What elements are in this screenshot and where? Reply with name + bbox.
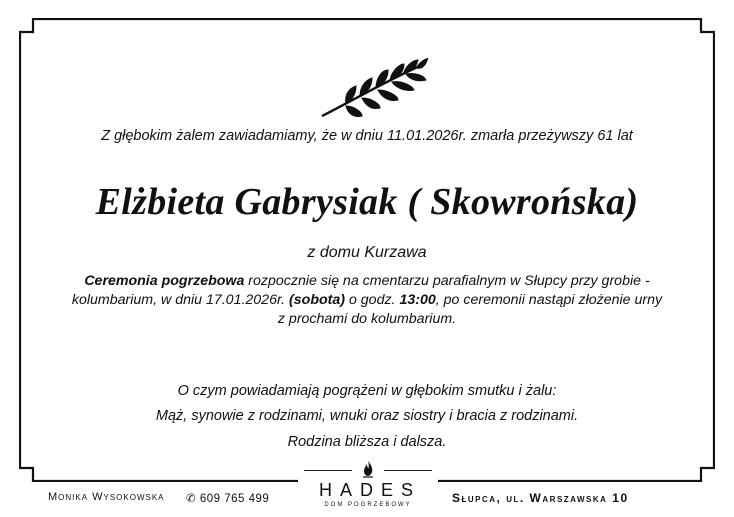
address: Słupca, ul. Warszawska 10 [452,491,629,505]
ceremony-text-3: , po ceremonii nastąpi złożenie urny z prochami do kolumbarium. [277,292,663,327]
closing-line-2: Mąż, synowie z rodzinami, wnuki oraz siostry i bracia z rodzinami. [155,408,579,424]
ceremony-text-1: rozpocznie się na cmentarzu parafialnym w Słupcy przy grobie - kolumbarium, w dniu 17.01.2026r. [71,273,650,308]
ceremony-text-2: o godz. [345,292,400,308]
logo-line-left [304,470,352,471]
contact-name: Monika Wysokowska [48,491,165,503]
ceremony-time: 13:00 [399,292,436,308]
logo-brand: HADES [318,480,421,500]
maiden-name: z domu Kurzawa [307,244,427,261]
contact-phone: ✆ 609 765 499 [186,493,270,505]
ceremony-paragraph [70,272,664,329]
leaf-branch-icon [320,58,430,120]
logo-line-right [384,470,432,471]
ceremony-lead: Ceremonia pogrzebowa [84,273,245,289]
hades-logo [298,460,438,516]
ceremony-day: (sobota) [289,292,346,308]
flame-icon [360,460,376,478]
closing-line-3: Rodzina bliższa i dalsza. [287,434,447,450]
logo-subtitle: DOM POGRZEBOWY [324,502,412,508]
closing-line-1: O czym powiadamiają pogrążeni w głębokim smutku i żalu: [177,383,557,399]
intro-text: Z głębokim żalem zawiadamiamy, że w dniu 11.01.2026r. zmarła przeżywszy 61 lat [101,128,633,144]
deceased-name: Elżbieta Gabrysiak ( Skowrońska) [95,181,639,223]
